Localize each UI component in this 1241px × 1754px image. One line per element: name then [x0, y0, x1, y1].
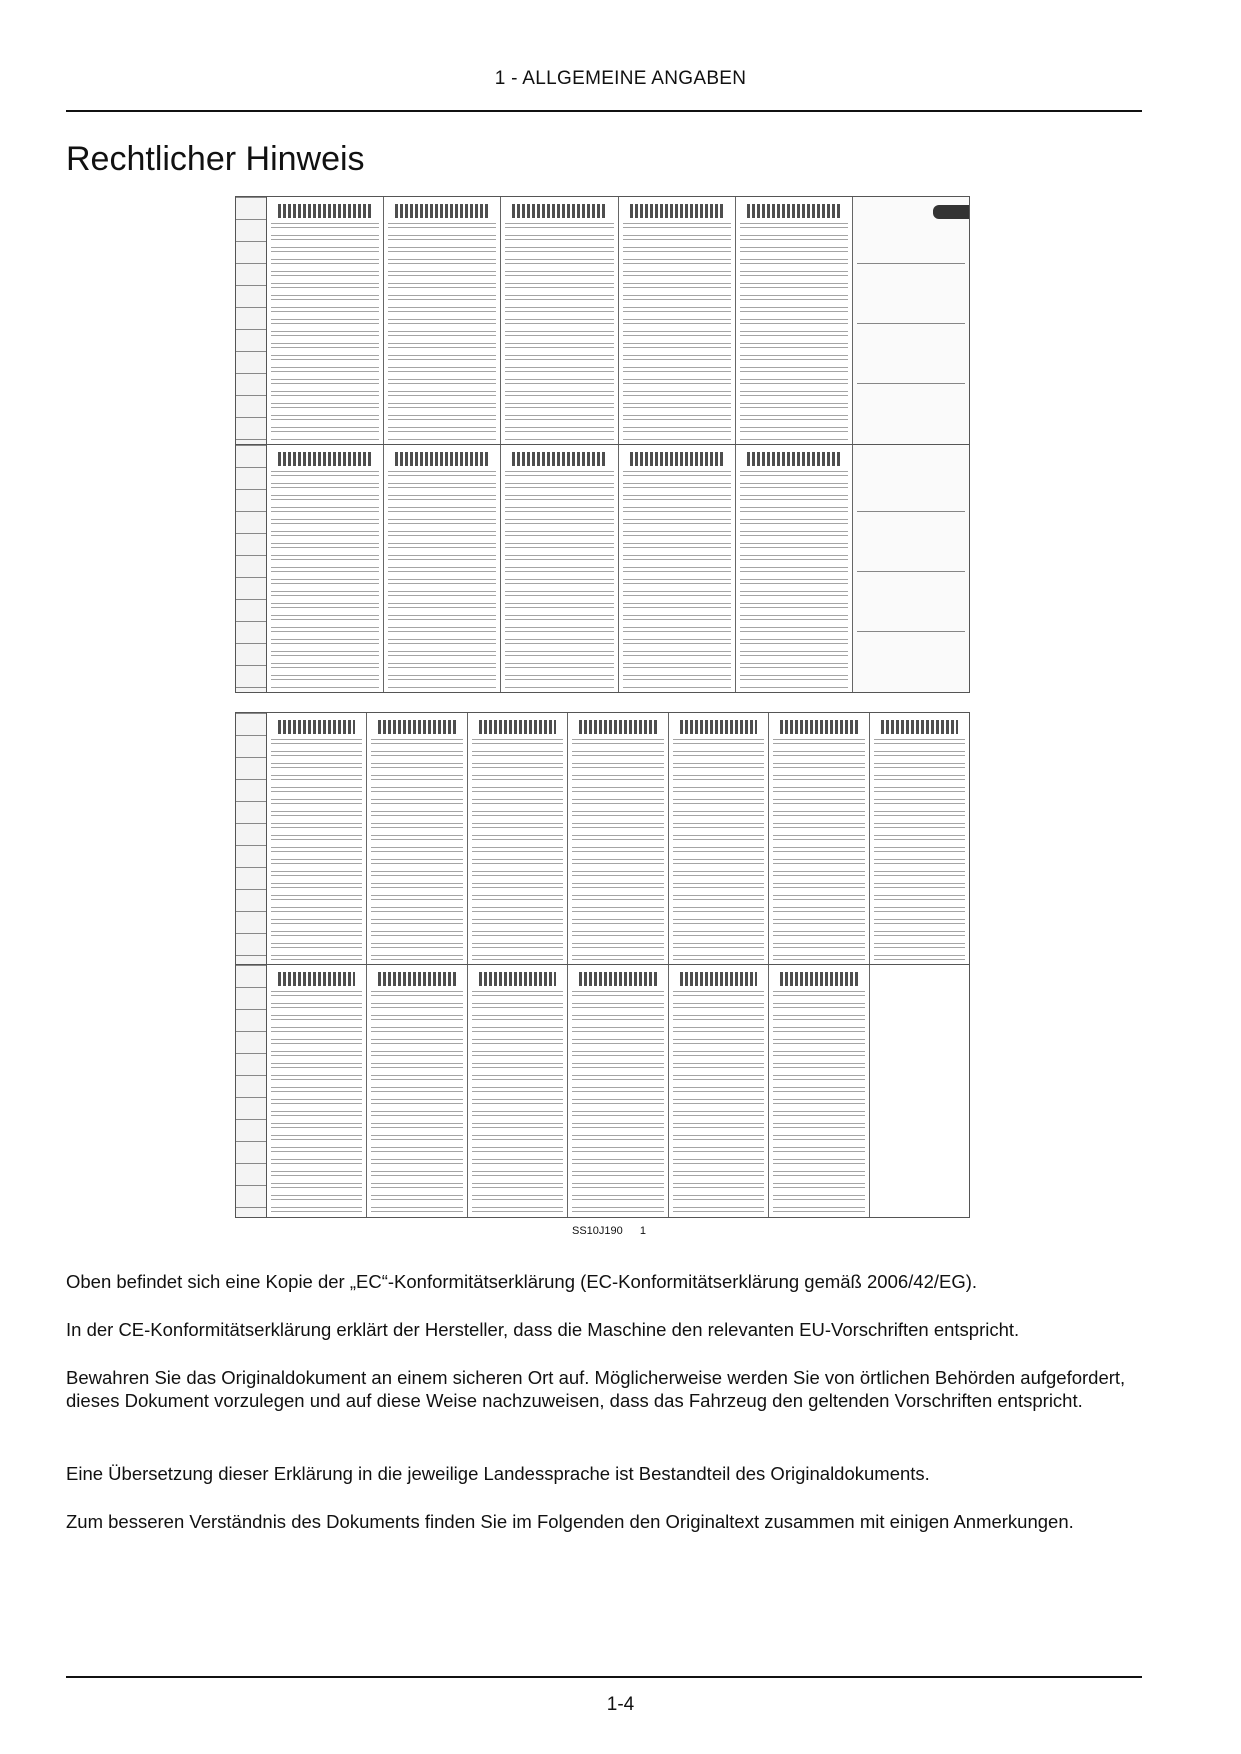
declaration-column — [736, 445, 853, 693]
declaration-table-upper — [236, 197, 969, 445]
figure-code: SS10J190 — [572, 1225, 623, 1237]
declaration-column — [367, 965, 467, 1217]
declaration-table-upper — [236, 713, 969, 965]
signature-column — [853, 445, 969, 693]
row-label-column — [236, 197, 267, 444]
declaration-column — [267, 713, 367, 964]
figure-caption — [572, 1225, 646, 1237]
paragraph-translation: Eine Übersetzung dieser Erklärung in die jeweilige Landessprache ist Bestandteil des Originaldokuments. — [66, 1463, 930, 1484]
declaration-column — [669, 965, 769, 1217]
page-number: 1-4 — [606, 1694, 635, 1715]
row-label-column — [236, 713, 267, 964]
declaration-column — [736, 197, 853, 444]
declaration-table-lower — [236, 965, 969, 1217]
brand-logo — [933, 205, 969, 219]
paragraph-keep-original: Bewahren Sie das Originaldokument an einem sicheren Ort auf. Möglicherweise werden Sie von örtlichen Behörden aufgefordert, dieses Dokument vorzulegen und auf diese Weise nachzuweisen, dass das Fahrzeug den geltenden Vorschriften entspricht. — [66, 1367, 1126, 1411]
declaration-column — [468, 713, 568, 964]
empty-column — [870, 965, 969, 1217]
declaration-column — [267, 445, 384, 693]
declaration-column — [568, 965, 668, 1217]
declaration-column — [769, 713, 869, 964]
declaration-column — [501, 445, 618, 693]
declaration-column — [568, 713, 668, 964]
row-label-column — [236, 965, 267, 1217]
declaration-column — [384, 197, 501, 444]
declaration-column — [669, 713, 769, 964]
paragraph-original-text: Zum besseren Verständnis des Dokuments finden Sie im Folgenden den Originaltext zusammen mit einigen Anmerkungen. — [66, 1511, 1074, 1532]
paragraph-manufacturer-declaration: In der CE-Konformitätserklärung erklärt der Hersteller, dass die Maschine den relevanten EU-Vorschriften entspricht. — [66, 1319, 1020, 1340]
declaration-table-lower — [236, 445, 969, 693]
header-divider — [66, 110, 1142, 112]
declaration-column — [267, 197, 384, 444]
figure-index: 1 — [639, 1225, 646, 1237]
declaration-column — [267, 965, 367, 1217]
declaration-column — [619, 197, 736, 444]
declaration-column — [870, 713, 969, 964]
footer-divider — [66, 1676, 1142, 1678]
declaration-scan-bottom — [235, 712, 970, 1218]
declaration-column — [468, 965, 568, 1217]
section-title: 1 - ALLGEMEINE ANGABEN — [494, 68, 747, 89]
declaration-column — [501, 197, 618, 444]
declaration-column — [769, 965, 869, 1217]
declaration-column — [384, 445, 501, 693]
row-label-column — [236, 445, 267, 693]
declaration-column — [367, 713, 467, 964]
manufacturer-column — [853, 197, 969, 444]
declaration-scan-top — [235, 196, 970, 693]
declaration-column — [619, 445, 736, 693]
page-title: Rechtlicher Hinweis — [66, 140, 365, 178]
paragraph-copy-note: Oben befindet sich eine Kopie der „EC“-Konformitätserklärung (EC-Konformitätserklärung gemäß 2006/42/EG). — [66, 1271, 978, 1292]
